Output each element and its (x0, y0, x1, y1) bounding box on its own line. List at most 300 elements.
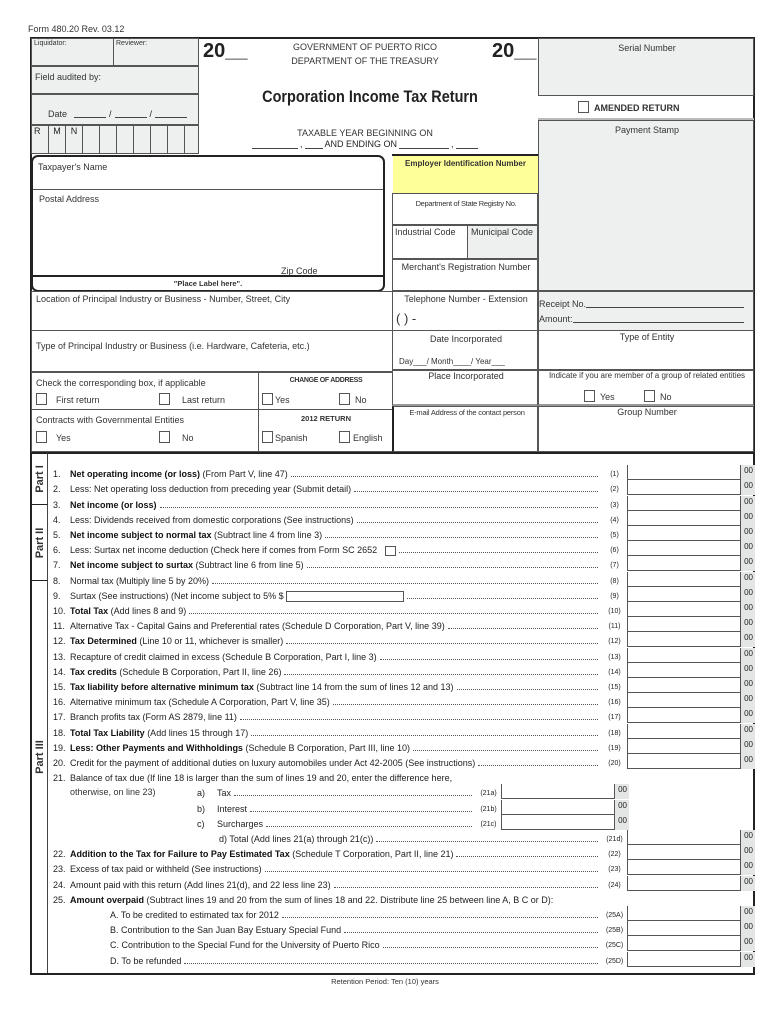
line-label-bold: Net operating income (or loss) (70, 469, 201, 480)
line-row (48, 708, 755, 723)
merchant-registration-label: Merchant's Registration Number (401, 262, 531, 272)
contracts-yes-checkbox[interactable] (36, 431, 47, 443)
form-title: Corporation Income Tax Return (262, 87, 478, 106)
line-number: 7. (53, 560, 61, 571)
line-label (70, 880, 331, 891)
industrial-code-label: Industrial Code (395, 227, 456, 237)
amount-field[interactable] (627, 511, 740, 526)
amount-field[interactable] (627, 556, 740, 571)
taxpayer-name-field[interactable] (33, 157, 383, 190)
contracts-no-checkbox[interactable] (159, 431, 170, 443)
serial-number-label: Serial Number (618, 43, 676, 53)
amount-field[interactable] (627, 465, 740, 480)
line-label-text: (Subtract line 14 from the sum of lines 12 and 13) (253, 681, 454, 692)
line-row (48, 830, 755, 845)
rmn-grid (31, 125, 199, 154)
english-label: English (353, 433, 383, 443)
line-label-text: Excess of tax paid or withheld (See instructions) (70, 864, 262, 875)
cents-field: 00 (740, 496, 755, 511)
line-row (48, 951, 755, 966)
line-reference: (9) (610, 592, 619, 600)
cents-field: 00 (740, 860, 755, 875)
line-reference: (1) (610, 471, 619, 479)
line-reference: (2) (610, 486, 619, 494)
line-row (48, 663, 755, 678)
dot-leader (184, 963, 598, 964)
amount-field[interactable] (627, 663, 740, 678)
line-number: 22. (53, 849, 66, 860)
line-row (192, 815, 629, 830)
line-label (70, 560, 304, 571)
change-address-section (258, 372, 392, 410)
amount-field[interactable] (627, 693, 740, 708)
line-reference: (25C) (605, 942, 624, 950)
cents-field: 00 (740, 602, 755, 617)
line-reference: (8) (610, 577, 619, 585)
line-row (48, 495, 755, 510)
line-label-text: Balance of tax due (If line 18 is larger than the sum of lines 19 and 20, enter the difference here, (70, 773, 453, 784)
amount-field[interactable] (627, 845, 740, 860)
line-label-text: Surcharges (217, 818, 264, 829)
line-reference: (7) (610, 562, 619, 570)
cents-field: 00 (614, 784, 629, 799)
tax-computation-section (30, 452, 755, 975)
dot-leader (357, 522, 598, 523)
line-number: 11. (53, 621, 65, 632)
spanish-label: Spanish (275, 433, 308, 443)
dot-leader (399, 552, 598, 553)
line-label-bold: Less: Other Payments and Withholdings (70, 742, 243, 753)
contracts-no-label: No (182, 433, 194, 443)
line-label-text: Branch profits tax (Form AS 2879, line 11) (70, 712, 237, 723)
first-return-label: First return (56, 395, 100, 405)
line-row (192, 784, 629, 799)
line-label-text: D. To be refunded (110, 955, 182, 966)
line-reference: (25B) (605, 927, 624, 935)
line-label (70, 895, 553, 906)
retention-period: Retention Period: Ten (10) years (331, 977, 439, 986)
amount-field[interactable] (627, 936, 740, 951)
amount-field[interactable] (627, 739, 740, 754)
amount-field[interactable] (627, 678, 740, 693)
line-number: 9. (53, 590, 61, 601)
location-label: Location of Principal Industry or Business - Number, Street, City (36, 294, 291, 304)
amount-field[interactable] (501, 784, 614, 799)
line-label-bold: Net income subject to surtax (70, 560, 194, 571)
line-label (70, 697, 330, 708)
payment-stamp-label: Payment Stamp (614, 125, 680, 135)
contracts-section (31, 409, 259, 452)
cents-field: 00 (740, 936, 755, 951)
change-address-label: CHANGE OF ADDRESS (289, 377, 363, 384)
line-number: 19. (53, 742, 66, 753)
begin-date-field[interactable] (252, 140, 298, 149)
cents-field: 00 (740, 906, 755, 921)
field-audited-label: Field audited by: (35, 72, 102, 82)
line-reference: (16) (608, 699, 621, 707)
dot-leader (250, 811, 472, 812)
check-box-section (31, 372, 259, 410)
dot-leader (457, 689, 599, 690)
cents-field: 00 (740, 739, 755, 754)
amount-field[interactable] (627, 496, 740, 511)
line-reference: (19) (608, 744, 621, 752)
line-label-bold: Tax credits (70, 666, 117, 677)
line-reference: (4) (610, 516, 619, 524)
amount-field[interactable] (627, 480, 740, 495)
amount-field[interactable] (627, 587, 740, 602)
line-label-text: (Schedule T Corporation, Part II, line 21) (289, 849, 454, 860)
line-label-text: Recapture of credit claimed in excess (Schedule B Corporation, Part I, line 3) (70, 651, 377, 662)
cents-field: 00 (740, 556, 755, 571)
line-reference: (21d) (606, 835, 623, 843)
line-number: 25. (53, 894, 66, 905)
line-number: 23. (53, 864, 66, 875)
line-number: 12. (53, 636, 66, 647)
receipt-amount: Amount: (539, 314, 744, 324)
amended-return-checkbox[interactable] (578, 101, 589, 113)
reviewer-label: Reviewer: (116, 40, 148, 47)
cents-field: 00 (740, 511, 755, 526)
dot-leader (354, 491, 598, 492)
amount-field[interactable] (501, 800, 614, 815)
amount-field[interactable] (627, 602, 740, 617)
reviewer-cell (113, 38, 199, 66)
group-number-cell[interactable] (538, 406, 754, 452)
line-row (48, 526, 755, 541)
amount-field[interactable] (627, 632, 740, 647)
last-return-checkbox[interactable] (159, 393, 170, 405)
amount-field[interactable] (627, 830, 740, 845)
line-label (217, 819, 263, 830)
type-industry-label: Type of Principal Industry or Business (i.e. Hardware, Cafeteria, etc.) (36, 341, 310, 351)
group-no-checkbox[interactable] (644, 390, 655, 402)
amount-field[interactable] (627, 952, 740, 967)
cents-field: 00 (740, 632, 755, 647)
serial-number-cell (538, 38, 754, 96)
line-label-text: (Schedule B Corporation, Part II, line 26) (116, 666, 282, 677)
return-language-section (258, 409, 392, 452)
dot-leader (266, 826, 472, 827)
form-sc2652-checkbox[interactable] (385, 546, 396, 556)
line-reference: (23) (608, 866, 621, 874)
email-label: E-mail Address of the contact person (409, 408, 525, 417)
municipal-code-cell[interactable] (467, 225, 538, 259)
line-number: 8. (53, 575, 61, 586)
last-return-label: Last return (182, 395, 226, 405)
line-21-continuation: otherwise, on line 23) (70, 787, 156, 798)
contracts-yes-label: Yes (56, 433, 71, 443)
place-incorporated-label: Place Incorporated (428, 371, 504, 381)
line-row (48, 678, 755, 693)
rmn-cell-r: R (32, 126, 49, 153)
line-label (70, 606, 186, 617)
dot-leader (413, 750, 598, 751)
line-number: c) (197, 818, 205, 829)
line-label-bold: Net income subject to normal tax (70, 529, 212, 540)
cents-field: 00 (740, 754, 755, 769)
line-reference: (20) (608, 759, 621, 767)
line-number: 20. (53, 757, 66, 768)
line-label (70, 621, 445, 632)
dot-leader (286, 643, 598, 644)
email-cell[interactable] (392, 406, 538, 452)
line-label (70, 652, 377, 663)
line-label-text: d) Total (Add lines 21(a) through 21(c)) (219, 833, 374, 844)
line-label-text: A. To be credited to estimated tax for 2012 (110, 909, 279, 920)
location-field[interactable] (31, 291, 392, 331)
telephone-format: ( ) - (396, 311, 417, 326)
dot-leader (251, 735, 598, 736)
line-number: 17. (53, 712, 66, 723)
line-row (48, 647, 755, 662)
amount-field[interactable] (627, 921, 740, 936)
year-left: 20__ (203, 40, 248, 62)
cents-field: 00 (740, 617, 755, 632)
line-row (48, 602, 755, 617)
amount-field[interactable] (627, 617, 740, 632)
amount-field[interactable] (627, 754, 740, 769)
dot-leader (380, 659, 598, 660)
line-reference: (21a) (480, 790, 497, 798)
line-label-text: (Schedule B Corporation, Part III, line 10) (242, 742, 411, 753)
line-label-text: Credit for the payment of additional duties on luxury automobiles under Act 42-2005 (See instructions) (70, 757, 476, 768)
line-row (48, 587, 755, 602)
line-label-text: Interest (217, 803, 248, 814)
cents-field: 00 (740, 465, 755, 480)
line-reference: (22) (608, 851, 621, 859)
line-row (48, 465, 755, 480)
line-reference: (25D) (605, 957, 624, 965)
merchant-registration-cell[interactable] (392, 259, 538, 291)
line-label (70, 515, 354, 526)
amended-return-label: AMENDED RETURN (594, 103, 680, 113)
cents-field: 00 (740, 572, 755, 587)
dot-leader (448, 628, 598, 629)
line-label-text: Alternative Tax - Capital Gains and Preferential rates (Schedule D Corporation, Part V, line 39) (70, 621, 445, 632)
line-label-text: (Subtract lines 19 and 20 from the sum of lines 18 and 22. Distribute line 25 between line A, B C or D): (144, 894, 554, 905)
first-return-checkbox[interactable] (36, 393, 47, 405)
dot-leader (376, 841, 598, 842)
line-label-text: Normal tax (Multiply line 5 by 20%) (70, 575, 210, 586)
line-label-text: (Line 10 or 11, whichever is smaller) (136, 636, 284, 647)
telephone-cell[interactable] (392, 291, 538, 331)
group-yes-checkbox[interactable] (584, 390, 595, 402)
dot-leader (325, 537, 598, 538)
line-row (48, 921, 755, 936)
line-label-text: Surtax (See instructions) (Net income subject to 5% $ (70, 590, 284, 601)
line-label-bold: Tax liability before alternative minimum tax (70, 681, 254, 692)
contracts-label: Contracts with Governmental Entities (36, 415, 185, 425)
line-label-text: Amount paid with this return (Add lines 21(d), and 22 less line 23) (70, 879, 331, 890)
line-row (48, 693, 755, 708)
line-label (70, 484, 351, 495)
english-checkbox[interactable] (339, 431, 350, 443)
line-reference: (24) (608, 881, 621, 889)
cents-field: 00 (740, 724, 755, 739)
ein-label: Employer Identification Number (405, 159, 526, 168)
dot-leader (333, 704, 598, 705)
dot-leader (234, 795, 472, 796)
line-row (48, 541, 755, 556)
change-address-yes-label: Yes (275, 395, 290, 405)
line-number: 3. (53, 499, 61, 510)
date-cell (31, 94, 199, 125)
type-industry-field[interactable] (31, 330, 392, 372)
line-label (70, 743, 410, 754)
cents-field: 00 (740, 693, 755, 708)
line-reference: (21b) (480, 805, 497, 813)
place-label-text: "Place Label here". (173, 279, 243, 288)
line-label-text: Less: Dividends received from domestic corporations (See instructions) (70, 514, 354, 525)
postal-address-label: Postal Address (39, 194, 100, 204)
line-label-text: B. Contribution to the San Juan Bay Estuary Special Fund (110, 925, 342, 936)
line-number: 4. (53, 514, 61, 525)
line-row (48, 860, 755, 875)
zip-code-label: Zip Code (281, 266, 318, 276)
line-number: 18. (53, 727, 66, 738)
spanish-checkbox[interactable] (262, 431, 273, 443)
group-yes-label: Yes (600, 392, 615, 402)
line-label-text: Alternative minimum tax (Schedule A Corporation, Part V, line 35) (70, 697, 330, 708)
cents-field: 00 (614, 815, 629, 830)
type-of-entity-cell[interactable] (538, 330, 754, 370)
line-row (48, 845, 755, 860)
amount-field[interactable] (627, 708, 740, 723)
cents-field: 00 (614, 800, 629, 815)
ending-label: AND ENDING ON (324, 139, 398, 149)
change-address-no-label: No (355, 395, 367, 405)
line-number: 15. (53, 681, 66, 692)
line-label-bold: Tax Determined (70, 636, 137, 647)
part-2-label: Part II (32, 505, 48, 581)
cents-field: 00 (740, 678, 755, 693)
amount-field[interactable] (627, 860, 740, 875)
line-reference: (5) (610, 531, 619, 539)
line-label (70, 728, 248, 739)
dot-leader (407, 598, 598, 599)
line-label (70, 910, 279, 921)
industrial-code-cell[interactable] (392, 225, 468, 259)
end-date-field[interactable] (399, 140, 449, 149)
dot-leader (307, 567, 598, 568)
taxable-year-fields: , AND ENDING ON , (252, 139, 482, 149)
telephone-label: Telephone Number - Extension (404, 294, 528, 304)
field-audited-cell (31, 66, 199, 94)
dot-leader (284, 674, 598, 675)
dot-leader (478, 765, 598, 766)
change-address-yes-checkbox[interactable] (262, 393, 273, 405)
change-address-no-checkbox[interactable] (339, 393, 350, 405)
line-label-bold: Net income (or loss) (70, 499, 157, 510)
line-label-text: C. Contribution to the Special Fund for the University of Puerto Rico (110, 940, 380, 951)
form-id: Form 480.20 Rev. 03.12 (28, 24, 125, 34)
line-row (48, 617, 755, 632)
dot-leader (212, 583, 598, 584)
part-3-label: Part III (32, 581, 48, 973)
line-label (70, 712, 237, 723)
cents-field: 00 (740, 952, 755, 967)
cents-field: 00 (740, 663, 755, 678)
rmn-cell-m: M (49, 126, 66, 153)
line-row (48, 739, 755, 754)
amount-field[interactable] (627, 648, 740, 663)
date-incorporated-format: Day___/ Month____/ Year___ (399, 357, 505, 366)
taxable-year-label: TAXABLE YEAR BEGINNING ON (297, 128, 433, 138)
line-label (70, 591, 404, 602)
line-label (70, 849, 453, 860)
line-row (48, 936, 755, 951)
cents-field: 00 (740, 921, 755, 936)
line-reference: (11) (608, 623, 621, 631)
line-number: 21. (53, 773, 66, 784)
dot-leader (334, 887, 598, 888)
cents-field: 00 (740, 541, 755, 556)
liquidator-label: Liquidator: (34, 40, 67, 47)
postal-address-field[interactable] (33, 190, 383, 277)
surtax-amount-field[interactable] (286, 591, 404, 602)
line-number: a) (197, 788, 206, 799)
cents-field: 00 (740, 480, 755, 495)
line-reference: (21c) (480, 820, 497, 828)
amount-field[interactable] (627, 526, 740, 541)
line-row (48, 906, 755, 921)
taxpayer-name-label: Taxpayer's Name (38, 162, 108, 172)
line-label-text: Less: Net operating loss deduction from preceding year (Submit detail) (70, 484, 352, 495)
line-row (48, 571, 755, 586)
date-incorporated-cell[interactable] (392, 330, 538, 370)
amount-field[interactable] (627, 724, 740, 739)
dot-leader (383, 947, 598, 948)
amended-return (538, 96, 754, 120)
line-reference: (17) (608, 714, 621, 722)
amount-field[interactable] (501, 815, 614, 830)
cents-field: 00 (740, 526, 755, 541)
amount-field[interactable] (627, 876, 740, 891)
line-number: 14. (53, 666, 66, 677)
line-label-text: (Add lines 8 and 9) (108, 605, 187, 616)
cents-field: 00 (740, 648, 755, 663)
dept-state-registry-cell[interactable] (392, 193, 538, 225)
line-label (70, 834, 373, 845)
cents-field: 00 (740, 876, 755, 891)
place-incorporated-cell[interactable] (392, 370, 538, 406)
dot-leader (240, 719, 598, 720)
line-number: 1. (53, 469, 61, 480)
line-label-text: (From Part V, line 47) (200, 469, 288, 480)
line-label (217, 788, 231, 799)
line-number: 5. (53, 529, 61, 540)
line-reference: (6) (610, 547, 619, 555)
line-number: b) (197, 803, 206, 814)
government-label: GOVERNMENT OF PUERTO RICO (292, 42, 438, 52)
amount-field[interactable] (627, 541, 740, 556)
line-label (70, 956, 181, 967)
year-right: 20__ (492, 40, 537, 62)
dot-leader (344, 932, 598, 933)
line-number: 16. (53, 697, 66, 708)
dept-state-label: Department of State Registry No. (415, 199, 517, 208)
rmn-cell-n: N (66, 126, 83, 153)
amount-field[interactable] (627, 906, 740, 921)
ein-field[interactable] (393, 156, 538, 194)
line-label-bold: Total Tax (70, 605, 109, 616)
line-label-bold: Amount overpaid (70, 894, 145, 905)
line-row (48, 754, 755, 769)
amount-field[interactable] (627, 572, 740, 587)
line-reference: (10) (608, 607, 621, 615)
part-1-label: Part I (32, 452, 48, 505)
